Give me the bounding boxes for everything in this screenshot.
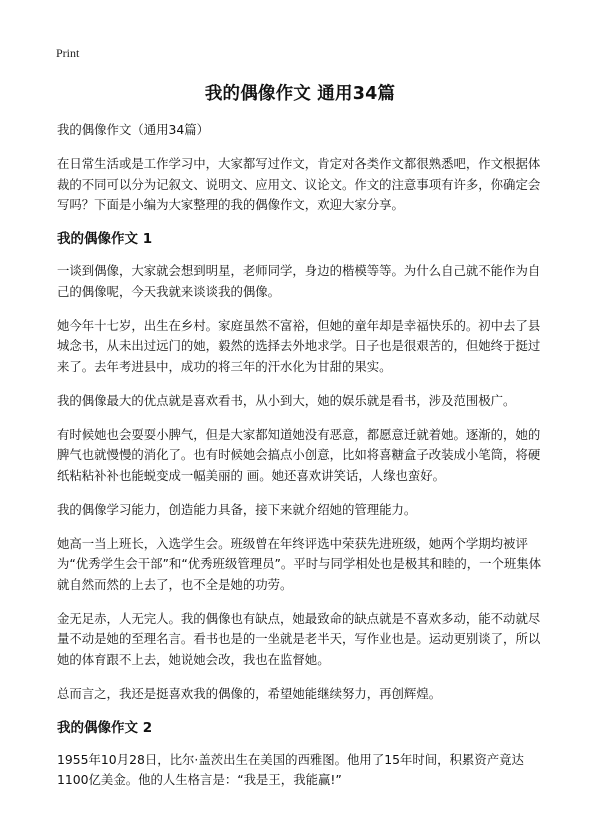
section-1-paragraph: 有时候她也会耍耍小脾气，但是大家都知道她没有恶意，都愿意迁就着她。逐渐的，她的脾气也就慢慢的消化了。也有时候她会搞点小创意，比如将喜糖盒子改装成小笔筒，将硬纸粘粘补补也能蜕变成一幅美丽的 画。她还喜欢讲笑话，人缘也蛮好。 (57, 426, 541, 483)
section-1-paragraph: 一谈到偶像，大家就会想到明星，老师同学，身边的楷模等等。为什么自己就不能作为自己的偶像呢，今天我就来谈谈我的偶像。 (57, 263, 541, 299)
article-subtitle: 我的偶像作文（通用34篇） (57, 122, 210, 137)
section-1-paragraph: 我的偶像学习能力，创造能力具备，接下来就介绍她的管理能力。 (57, 501, 417, 517)
intro-paragraph: 在日常生活或是工作学习中，大家都写过作文，肯定对各类作文都很熟悉吧，作文根据体裁的不同可以分为记叙文、说明文、应用文、议论文。作文的注意事项有许多，你确定会写吗？下面是小编为大家整理的我的偶像作文，欢迎大家分享。 (57, 156, 541, 212)
article-body (57, 120, 547, 804)
page-title: 我的偶像作文 通用34篇 (204, 84, 396, 104)
section-1-paragraph: 她今年十七岁，出生在乡村。家庭虽然不富裕，但她的童年却是幸福快乐的。初中去了县城念书，从未出过远门的她，毅然的选择去外地求学。日子也是很艰苦的，但她终于挺过来了。去年考进县中，成功的将三年的汗水化为甘甜的果实。 (57, 317, 541, 374)
section-1-paragraph: 总而言之，我还是挺喜欢我的偶像的，希望她能继续努力，再创辉煌。 (57, 685, 442, 701)
print-link[interactable]: Print (56, 46, 80, 60)
section-1-paragraph: 她高一当上班长，入选学生会。班级曾在年终评选中荣获先进班级，她两个学期均被评为“优秀学生会干部”和“优秀班级管理员”。平时与同学相处也是极其和睦的，一个班集体就自然而然的上去了，也不全是她的功劳。 (57, 535, 542, 592)
section-heading-2: 我的偶像作文 2 (57, 719, 153, 736)
section-1-paragraph: 金无足赤，人无完人。我的偶像也有缺点，她最致命的缺点就是不喜欢多动，能不动就尽量不动是她的至理名言。看书也是的一坐就是老半天，写作业也是。运动更别谈了，所以她的体育跟不上去，她说她会改，我也在监督她。 (57, 610, 541, 667)
section-2-paragraph: 1955年10月28日，比尔·盖茨出生在美国的西雅图。他用了15年时间，积累资产竟达1100亿美金。他的人生格言是：“我是王，我能赢!” (57, 751, 524, 787)
section-heading-1: 我的偶像作文 1 (57, 231, 153, 247)
section-1-paragraph: 我的偶像最大的优点就是喜欢看书，从小到大，她的娱乐就是看书，涉及范围极广。 (57, 392, 516, 408)
